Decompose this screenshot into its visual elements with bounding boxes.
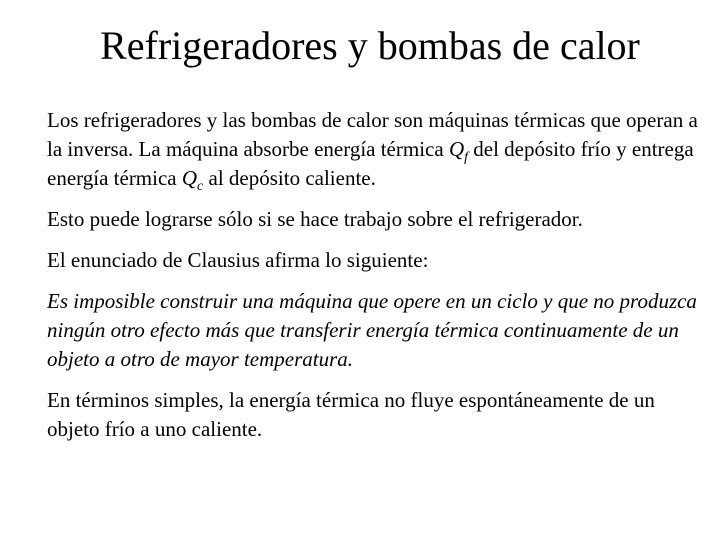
heat-hot-subscript: c: [197, 179, 204, 194]
paragraph-refrigerators: [47, 106, 707, 193]
paragraph-text: del depósito frío y entrega energía térmica: [47, 137, 694, 190]
slide-title: Refrigeradores y bombas de calor: [100, 23, 640, 68]
paragraph-clausius-statement: Es imposible construir una máquina que opere en un ciclo y que no produzca ningún otro efecto más que transferir energía térmica continuamente de un objeto a otro de mayor temperatura.: [47, 289, 697, 371]
heat-cold-subscript: f: [464, 150, 468, 165]
paragraph-text: Los refrigeradores y las bombas de calor son máquinas térmicas que operan a la inversa. La máquina absorbe energía térmica: [47, 108, 698, 161]
paragraph-simple-terms: En términos simples, la energía térmica no fluye espontáneamente de un objeto frío a uno caliente.: [47, 388, 655, 441]
slide-body: [47, 106, 707, 456]
heat-hot-symbol: Q: [181, 166, 198, 190]
paragraph-work: Esto puede lograrse sólo si se hace trabajo sobre el refrigerador.: [47, 207, 583, 231]
heat-cold-symbol: Q: [448, 137, 465, 161]
paragraph-text: al depósito caliente.: [203, 166, 376, 190]
paragraph-clausius-intro: El enunciado de Clausius afirma lo siguiente:: [47, 248, 429, 272]
